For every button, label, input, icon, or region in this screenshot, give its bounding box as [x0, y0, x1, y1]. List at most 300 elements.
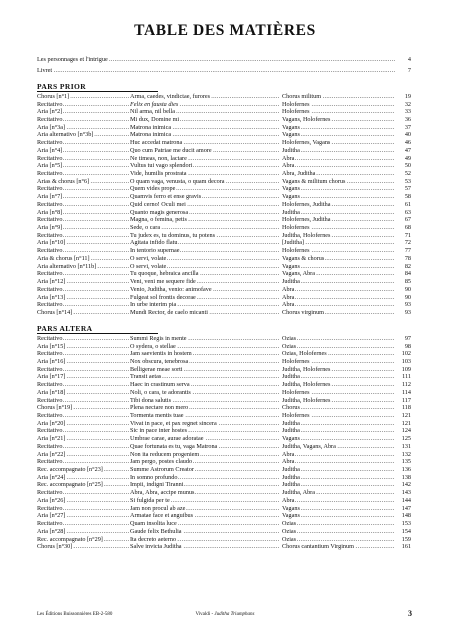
section-heading: PARS PRIOR	[37, 81, 87, 91]
toc-entry[interactable]	[37, 412, 411, 420]
entry-characters	[282, 335, 394, 343]
entry-incipit-text: Quo cum Patriae me ducit amore	[130, 146, 212, 154]
toc-entry[interactable]	[37, 131, 411, 139]
entry-characters	[282, 116, 394, 124]
entry-page: 57	[404, 185, 411, 193]
entry-characters-text: Holofernes	[282, 224, 310, 232]
entry-type-label: Recitativo	[37, 334, 63, 342]
toc-entry[interactable]	[37, 101, 411, 109]
entry-type-label: Recitativo	[37, 100, 63, 108]
entry-characters	[282, 247, 394, 255]
entry-type-label: Aria [n°28]	[37, 527, 66, 535]
entry-page: 117	[401, 396, 411, 404]
toc-entry[interactable]	[37, 93, 411, 101]
toc-entry[interactable]	[37, 201, 411, 209]
entry-incipit	[130, 263, 280, 271]
entry-page: 53	[404, 177, 411, 185]
entry-incipit-text: Gaude felix Bethulia	[130, 527, 182, 535]
toc-entry[interactable]	[37, 381, 411, 389]
entry-characters	[282, 147, 394, 155]
entry-page: 136	[401, 466, 411, 474]
entry-type-label: Aria [n°21]	[37, 435, 66, 443]
entry-incipit	[130, 201, 280, 209]
entry-page: 67	[404, 216, 411, 224]
entry-type-label: Aria alternativo [n°3b]	[37, 131, 94, 139]
entry-characters	[282, 420, 394, 428]
entry-characters	[282, 512, 394, 520]
entry-incipit	[130, 270, 280, 278]
toc-entry[interactable]	[37, 420, 411, 428]
entry-page: 93	[404, 301, 411, 309]
entry-page: 19	[404, 92, 411, 100]
entry-incipit	[130, 193, 280, 201]
entry-type-label: Rec. accompagnato [n°23]	[37, 466, 103, 474]
toc-entry[interactable]	[37, 474, 411, 482]
entry-characters-text: Chorus cantantium Virginum	[282, 543, 354, 551]
entry-incipit-text: Nox obscura, tenebrosa	[130, 357, 189, 365]
toc-entry[interactable]	[37, 185, 411, 193]
entry-characters-text: Ozias	[282, 334, 297, 342]
entry-type	[37, 536, 129, 544]
entry-page: 46	[404, 139, 411, 147]
entry-incipit	[130, 232, 280, 240]
toc-entry[interactable]	[37, 343, 411, 351]
entry-incipit	[130, 278, 280, 286]
entry-characters	[282, 350, 394, 358]
front-entry-page: 7	[407, 66, 411, 74]
entry-characters	[282, 239, 394, 247]
entry-characters-text: Juditha	[282, 278, 300, 286]
entry-incipit	[130, 466, 280, 474]
toc-entry[interactable]	[37, 309, 411, 317]
entry-type-label: Chorus [n°1]	[37, 92, 70, 100]
entry-incipit	[130, 381, 280, 389]
entry-characters-text: Juditha	[282, 466, 300, 474]
entry-incipit-text: Matrona inimica	[130, 123, 172, 131]
entry-type-label: Aria [n°9]	[37, 224, 63, 232]
entry-type	[37, 170, 129, 178]
front-entry-title	[37, 67, 395, 75]
toc-entry[interactable]	[37, 255, 411, 263]
entry-type-label: Aria [n°12]	[37, 278, 66, 286]
entry-characters-text: Juditha	[282, 481, 300, 489]
entry-incipit	[130, 397, 280, 405]
entry-characters	[282, 131, 394, 139]
entry-type	[37, 366, 129, 374]
entry-characters-text: Vagans	[282, 512, 300, 520]
entry-incipit-text: Quanto magis generosa	[130, 208, 189, 216]
entry-characters-text: Juditha, Vagans, Abra	[282, 442, 336, 450]
entry-type	[37, 286, 129, 294]
entry-incipit	[130, 505, 280, 513]
entry-type-label: Rec. accompagnato [n°25]	[37, 481, 103, 489]
entry-type-label: Aria [n°10]	[37, 239, 66, 247]
entry-incipit	[130, 139, 280, 147]
entry-incipit-text: Huc accedat matrona	[130, 139, 183, 147]
toc-entry[interactable]	[37, 270, 411, 278]
entry-page: 125	[401, 435, 411, 443]
toc-entry[interactable]	[37, 466, 411, 474]
entry-incipit	[130, 224, 280, 232]
entry-characters	[282, 124, 394, 132]
entry-type	[37, 427, 129, 435]
entry-type-label: Aria [n°26]	[37, 496, 66, 504]
entry-incipit	[130, 427, 280, 435]
entry-page: 36	[404, 115, 411, 123]
entry-type-label: Recitativo	[37, 154, 63, 162]
entry-incipit	[130, 497, 280, 505]
toc-entry[interactable]	[37, 162, 411, 170]
entry-characters	[282, 358, 394, 366]
entry-incipit	[130, 131, 280, 139]
entry-page: 68	[404, 224, 411, 232]
entry-incipit-text: Jam non procul ab aze	[130, 504, 186, 512]
entry-incipit-text: Impii, indigni Tiranni	[130, 481, 184, 489]
entry-incipit-text: Belligerae meae sorti	[130, 365, 183, 373]
entry-type	[37, 224, 129, 232]
entry-characters	[282, 286, 394, 294]
entry-page: 103	[401, 357, 411, 365]
entry-incipit	[130, 481, 280, 489]
entry-characters	[282, 93, 394, 101]
entry-type	[37, 309, 129, 317]
entry-characters-text: Holofernes	[282, 357, 310, 365]
entry-page: 71	[404, 231, 411, 239]
toc-entry[interactable]	[37, 216, 411, 224]
entry-incipit-text: Tibi dona salutis	[130, 396, 172, 404]
entry-type	[37, 512, 129, 520]
entry-incipit-text: Matrona inimica	[130, 131, 172, 139]
entry-incipit	[130, 101, 280, 109]
entry-page: 47	[404, 146, 411, 154]
entry-type-label: Recitativo	[37, 247, 63, 255]
entry-characters	[282, 170, 394, 178]
entry-type-label: Aria [n°4]	[37, 146, 63, 154]
entry-type	[37, 373, 129, 381]
entry-type-label: Arias & chorus [n°6]	[37, 177, 90, 185]
entry-characters-text: Vagans	[282, 504, 300, 512]
entry-type-label: Recitativo	[37, 285, 63, 293]
entry-type	[37, 358, 129, 366]
entry-type	[37, 193, 129, 201]
entry-incipit	[130, 489, 280, 497]
entry-type-label: Recitativo	[37, 365, 63, 373]
entry-characters	[282, 451, 394, 459]
entry-characters	[282, 155, 394, 163]
entry-characters-text: Holofernes	[282, 412, 310, 419]
entry-page: 49	[404, 154, 411, 162]
entry-characters-text: Holofernes, Vagans	[282, 139, 331, 147]
toc-entry[interactable]	[37, 536, 411, 544]
toc-entry[interactable]	[37, 528, 411, 536]
entry-page: 153	[401, 520, 411, 528]
entry-incipit	[130, 435, 280, 443]
toc-entry[interactable]	[37, 108, 411, 116]
front-entry-text: Livret	[37, 66, 53, 74]
entry-characters-text: Ozias	[282, 527, 297, 535]
toc-entry[interactable]	[37, 481, 411, 489]
toc-entry[interactable]	[37, 389, 411, 397]
entry-incipit	[130, 239, 280, 247]
entry-characters-text: Juditha	[282, 419, 300, 427]
toc-entry[interactable]	[37, 147, 411, 155]
entry-type	[37, 139, 129, 147]
entry-characters	[282, 412, 394, 420]
entry-characters-text: Vagans	[282, 185, 300, 193]
entry-type	[37, 543, 129, 551]
toc-entry[interactable]	[37, 224, 411, 232]
entry-type	[37, 131, 129, 139]
entry-type-label: Aria [n°22]	[37, 450, 66, 458]
publisher-footer: Les Éditions Buissonnières EB-2-580	[37, 612, 113, 617]
toc-entry[interactable]	[37, 263, 411, 271]
entry-page: 154	[401, 527, 411, 535]
entry-type	[37, 116, 129, 124]
entry-type-label: Recitativo	[37, 427, 63, 435]
entry-type-label: Recitativo	[37, 520, 63, 528]
entry-page: 131	[401, 442, 411, 450]
entry-incipit	[130, 343, 280, 351]
toc-entry[interactable]	[37, 404, 411, 412]
toc-entry[interactable]	[37, 520, 411, 528]
entry-characters	[282, 201, 394, 209]
toc-entry[interactable]	[37, 247, 411, 255]
entry-incipit-text: Quam insolita luce	[130, 520, 177, 528]
entry-incipit	[130, 124, 280, 132]
entry-characters-text: Holofernes, Juditha	[282, 200, 331, 208]
entry-characters	[282, 301, 394, 309]
entry-incipit-text: Quem vides prope	[130, 185, 176, 193]
toc-entry[interactable]	[37, 239, 411, 247]
entry-type-label: Recitativo	[37, 216, 63, 224]
entry-characters	[282, 528, 394, 536]
entry-page: 111	[402, 373, 411, 381]
toc-entry[interactable]	[37, 155, 411, 163]
entry-type	[37, 528, 129, 536]
toc-entry[interactable]	[37, 294, 411, 302]
entry-type	[37, 435, 129, 443]
entry-incipit-text: O sydera, o stellae	[130, 342, 176, 350]
entry-type-label: Recitativo	[37, 396, 63, 404]
entry-incipit-text: Fulgeat sol frontis decorae	[130, 293, 196, 301]
entry-characters-text: Chorus militum	[282, 92, 322, 100]
entry-page: 161	[401, 543, 411, 551]
entry-type-label: Aria & chorus [n°11]	[37, 254, 90, 262]
entry-type	[37, 294, 129, 302]
entry-type	[37, 466, 129, 474]
entry-page: 82	[404, 262, 411, 270]
entry-type-label: Aria [n°24]	[37, 473, 66, 481]
toc-entry[interactable]	[37, 335, 411, 343]
entry-incipit-text: Quae fortunata es tu, vaga Matrona	[130, 442, 218, 450]
toc-entry[interactable]	[37, 170, 411, 178]
toc-entry[interactable]	[37, 209, 411, 217]
entry-type-label: Recitativo	[37, 115, 63, 123]
entry-characters-text: Vagans, Abra	[282, 270, 315, 278]
entry-incipit-text: Ne timeas, non, lactare	[130, 154, 187, 162]
entry-type	[37, 335, 129, 343]
entry-page: 121	[401, 419, 411, 427]
entry-characters-text: Ozias	[282, 535, 297, 543]
entry-page: 121	[401, 412, 411, 419]
toc-entry[interactable]	[37, 443, 411, 451]
toc-entry[interactable]	[37, 397, 411, 405]
entry-page: 143	[401, 489, 411, 497]
entry-type	[37, 481, 129, 489]
toc-entry[interactable]	[37, 505, 411, 513]
toc-entry[interactable]	[37, 301, 411, 309]
entry-characters	[282, 389, 394, 397]
entry-incipit-text: Tormenta mentis tuae	[130, 412, 184, 419]
entry-characters	[282, 397, 394, 405]
entry-page: 61	[404, 200, 411, 208]
entry-type	[37, 458, 129, 466]
entry-incipit-text: Plena nectare non mero	[130, 404, 189, 412]
entry-characters-text: Juditha, Holofernes	[282, 381, 331, 389]
toc-entry[interactable]	[37, 489, 411, 497]
entry-incipit-text: Armatae face et anguibus	[130, 512, 194, 520]
toc-entry[interactable]	[37, 543, 411, 551]
entry-page: 114	[401, 388, 411, 396]
entry-characters-text: Vagans	[282, 435, 300, 443]
entry-incipit	[130, 373, 280, 381]
entry-type	[37, 350, 129, 358]
front-entry-text: Les personnages et l'intrigue	[37, 56, 108, 63]
entry-characters	[282, 497, 394, 505]
entry-characters	[282, 224, 394, 232]
entry-incipit	[130, 178, 280, 186]
entry-incipit-text: Noli, o cara, te adorantis	[130, 388, 191, 396]
entry-page: 90	[404, 285, 411, 293]
entry-type	[37, 278, 129, 286]
entry-characters	[282, 232, 394, 240]
entry-incipit	[130, 255, 280, 263]
entry-type-label: Aria [n°8]	[37, 208, 63, 216]
toc-entry[interactable]	[37, 451, 411, 459]
entry-incipit-text: Si fulgida per te	[130, 496, 170, 504]
front-entry[interactable]	[37, 56, 411, 64]
entry-incipit	[130, 247, 280, 255]
toc-entry[interactable]	[37, 232, 411, 240]
entry-characters	[282, 381, 394, 389]
entry-type	[37, 201, 129, 209]
entry-page: 112	[401, 381, 411, 389]
entry-page: 97	[404, 334, 411, 342]
entry-type	[37, 389, 129, 397]
entry-incipit-text: Felix en fausta dies	[130, 100, 179, 108]
entry-characters	[282, 209, 394, 217]
entry-page: 52	[404, 170, 411, 177]
entry-page: 159	[401, 535, 411, 543]
entry-characters	[282, 474, 394, 482]
entry-incipit	[130, 170, 280, 178]
entry-incipit	[130, 147, 280, 155]
toc-entry[interactable]	[37, 497, 411, 505]
entry-incipit	[130, 294, 280, 302]
entry-page: 40	[404, 131, 411, 139]
entry-characters	[282, 309, 394, 317]
entry-incipit-text: Sic in pace inter hostes	[130, 427, 188, 435]
entry-type	[37, 93, 129, 101]
toc-entry[interactable]	[37, 435, 411, 443]
entry-incipit	[130, 162, 280, 170]
toc-entry[interactable]	[37, 373, 411, 381]
entry-incipit-text: Quid cerno! Oculi mei	[130, 200, 186, 208]
toc-entry[interactable]	[37, 512, 411, 520]
entry-type-label: Recitativo	[37, 458, 63, 466]
entry-type-label: Recitativo	[37, 412, 63, 419]
entry-page: 102	[401, 350, 411, 358]
toc-entry[interactable]	[37, 116, 411, 124]
entry-type	[37, 147, 129, 155]
entry-type	[37, 255, 129, 263]
front-entry[interactable]	[37, 67, 411, 75]
entry-type	[37, 162, 129, 170]
toc-entry[interactable]	[37, 193, 411, 201]
toc-entry[interactable]	[37, 178, 411, 186]
entry-characters	[282, 458, 394, 466]
entry-characters-text: Abra	[282, 458, 295, 466]
entry-incipit-text: Nil arma, nil bella	[130, 108, 176, 116]
entry-incipit	[130, 108, 280, 116]
toc-entry[interactable]	[37, 458, 411, 466]
toc-entry[interactable]	[37, 427, 411, 435]
entry-type-label: Recitativo	[37, 185, 63, 193]
entry-characters-text: Juditha	[282, 473, 300, 481]
entry-characters-text: Abra	[282, 450, 295, 458]
entry-type	[37, 489, 129, 497]
entry-incipit	[130, 412, 280, 420]
toc-entry[interactable]	[37, 358, 411, 366]
entry-characters-text: Holofernes	[282, 100, 310, 108]
entry-characters	[282, 543, 394, 551]
toc-entry[interactable]	[37, 124, 411, 132]
entry-characters-text: Chorus virginum	[282, 308, 324, 316]
section-heading: PARS ALTERA	[37, 323, 93, 333]
entry-incipit	[130, 451, 280, 459]
entry-incipit	[130, 543, 280, 551]
toc-entry[interactable]	[37, 278, 411, 286]
toc-entry[interactable]	[37, 139, 411, 147]
toc-entry[interactable]	[37, 350, 411, 358]
entry-characters-text: Abra, Juditha	[282, 170, 316, 177]
entry-type-label: Aria alternativo [n°11b]	[37, 262, 97, 270]
entry-characters-text: Holofernes	[282, 247, 310, 255]
toc-entry[interactable]	[37, 286, 411, 294]
entry-incipit	[130, 93, 280, 101]
entry-page: 32	[404, 100, 411, 108]
entry-characters	[282, 139, 394, 147]
entry-incipit-text: Abra, Abra, accipe munus	[130, 489, 195, 497]
front-entry-page: 4	[407, 56, 411, 63]
entry-page: 33	[404, 108, 411, 116]
entry-characters	[282, 108, 394, 116]
entry-characters-text: Vagans	[282, 123, 300, 131]
toc-entry[interactable]	[37, 366, 411, 374]
entry-incipit	[130, 458, 280, 466]
entry-incipit	[130, 350, 280, 358]
entry-characters	[282, 294, 394, 302]
entry-characters	[282, 101, 394, 109]
entry-characters-text: [Juditha]	[282, 239, 304, 247]
entry-type-label: Aria [n°5]	[37, 162, 63, 170]
entry-characters	[282, 404, 394, 412]
entry-page: 72	[404, 239, 411, 247]
entry-page: 93	[404, 308, 411, 316]
entry-characters	[282, 427, 394, 435]
entry-incipit-text: Transit aetas	[130, 373, 162, 381]
entry-incipit	[130, 116, 280, 124]
